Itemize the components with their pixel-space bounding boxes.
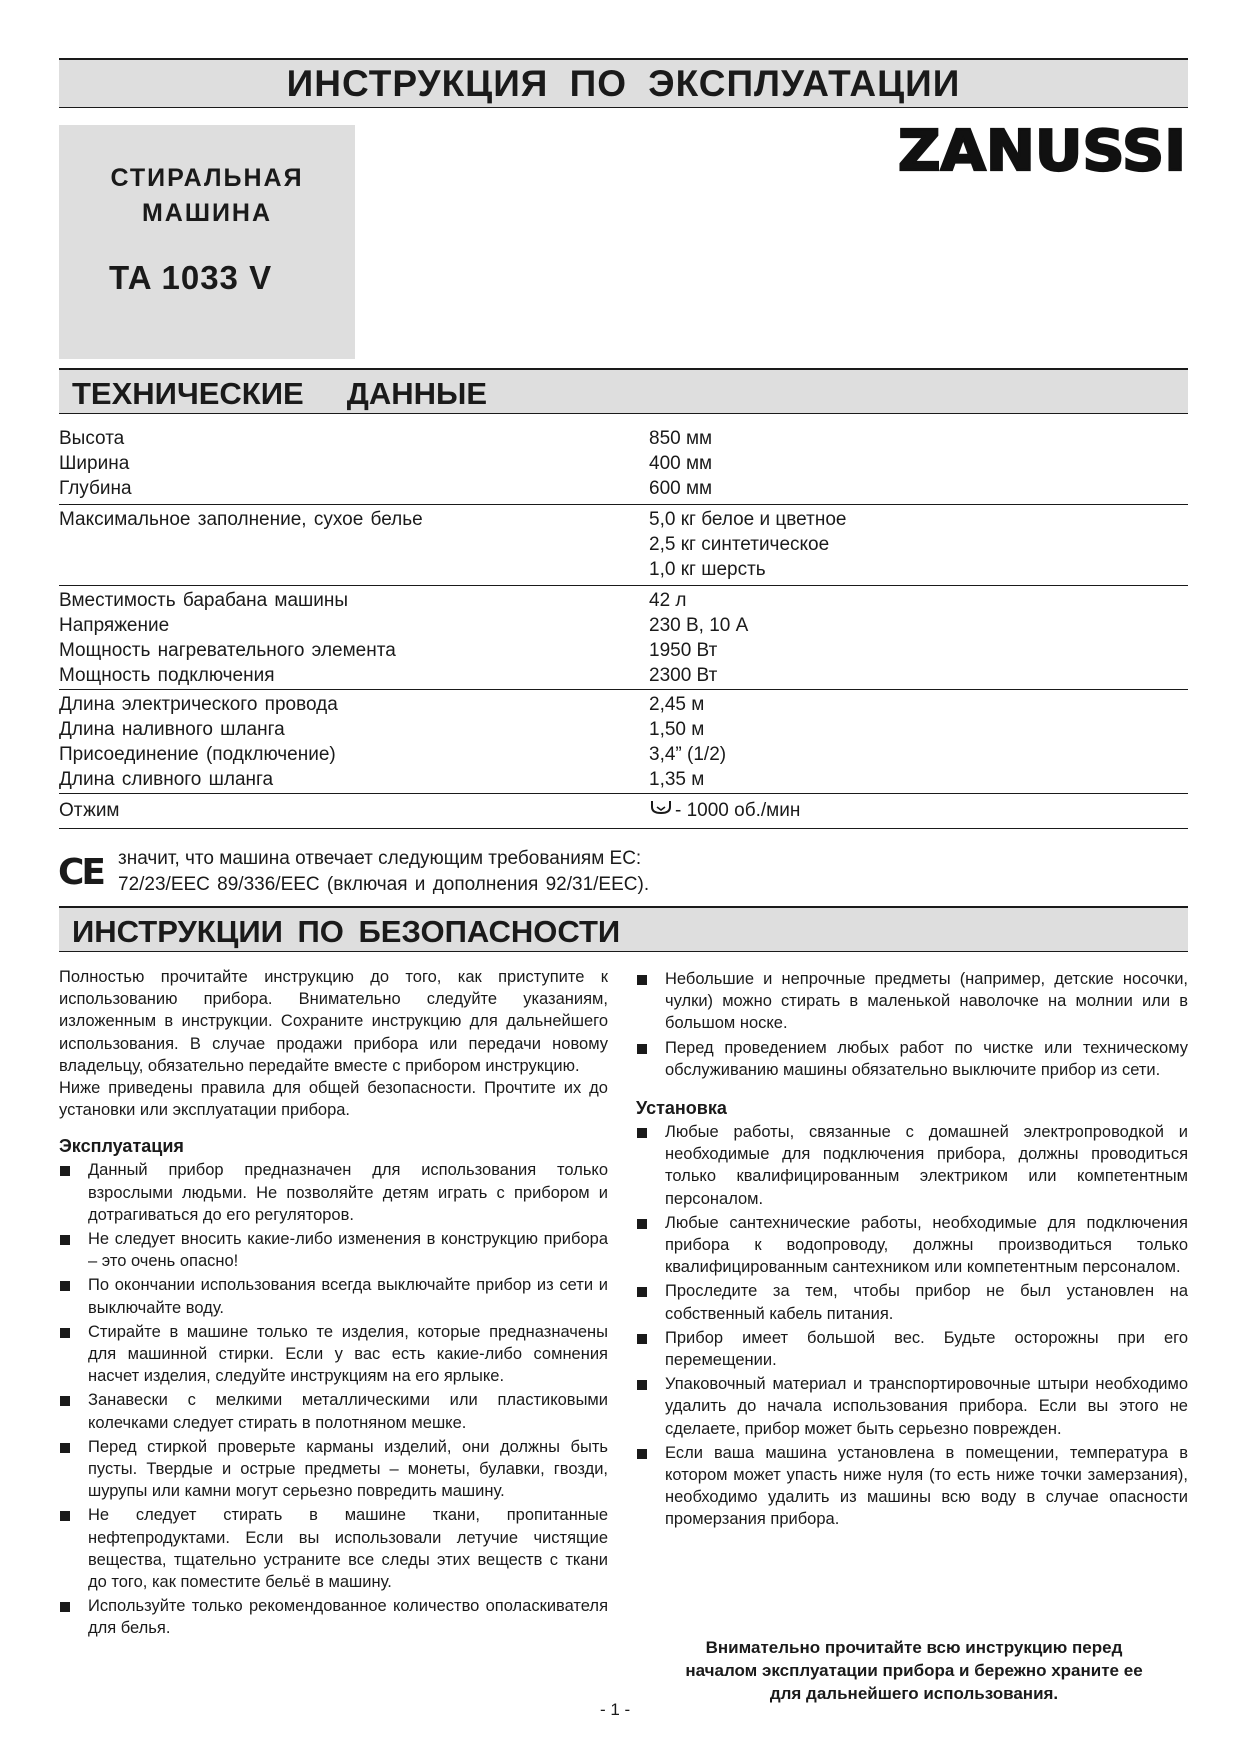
list-item: Перед стиркой проверьте карманы изделий, они должны быть пусты. Твердые и острые предметы – монеты, булавки, гвозди, шурупы или камни могут серьезно повредить машину. [59,1436,608,1503]
list-item: Прибор имеет большой вес. Будьте осторожны при его перемещении. [636,1327,1188,1371]
list-item: Перед проведением любых работ по чистке или техническому обслуживанию машины обязательно выключите прибор из сети. [636,1037,1188,1081]
list-item: Любые работы, связанные с домашней электропроводкой и необходимые для подключения прибора, должны проводиться только квалифицированным электриком или компетентным персоналом. [636,1121,1188,1210]
product-box [59,125,355,359]
page-number: - 1 - [600,1700,631,1719]
list-item: Если ваша машина установлена в помещении, температура в котором может упасть ниже нуля (то есть ниже точки замерзания), необходимо удалить из машины всю воду в случае опасности промерзания прибора. [636,1442,1188,1531]
list-item: Упаковочный материал и транспортировочные штыри необходимо удалить до начала использования прибора. Если вы этого не сделаете, прибор может быть серьезно поврежден. [636,1373,1188,1440]
list-item: По окончании использования всегда выключайте прибор из сети и выключайте воду. [59,1274,608,1318]
spec-row: Мощность подключения 2300 Вт [59,665,718,686]
list-item: Любые сантехнические работы, необходимые для подключения прибора к водопроводу, должны производиться только квалифицированным сантехником или компетентным персоналом. [636,1212,1188,1279]
list-item: Стирайте в машине только те изделия, которые предназначены для машинной стирки. Если у вас есть какие-либо сомнения насчет изделия, следуйте инструкциям на его ярлыке. [59,1321,608,1388]
spec-row: Высота 850 мм [59,428,713,449]
spec-group-electrical [59,588,1188,690]
ce-mark: CE [58,852,104,893]
list-item: Используйте только рекомендованное количество ополаскивателя для белья. [59,1595,608,1639]
spec-row: Мощность нагревательного элемента 1950 Вт [59,640,718,661]
safety-section-title: ИНСТРУКЦИИ ПО БЕЗОПАСНОСТИ [59,906,1188,952]
product-type: СТИРАЛЬНАЯ МАШИНА [110,164,304,227]
spec-row: Длина электрического провода 2,45 м [59,694,705,715]
list-item: Не следует стирать в машине ткани, пропитанные нефтепродуктами. Если вы использовали летучие чистящие вещества, тщательно устраните все следы этих веществ с ткани до того, как поместите бельё в машину. [59,1504,608,1593]
spec-row: Длина сливного шланга 1,35 м [59,769,705,790]
installation-list [636,1121,1188,1531]
spec-row: Вместимость барабана машины 42 л [59,590,687,611]
operation-list [59,1159,608,1639]
operation-heading: Эксплуатация [59,1136,184,1157]
spec-group-connections [59,692,1188,794]
list-item: Занавески с мелкими металлическими или пластиковыми колечками следует стирать в полотняном мешке. [59,1389,608,1433]
zanussi-logo [896,122,1188,178]
spin-icon [649,798,673,823]
spec-row: 1,0 кг шерсть [649,559,766,580]
spec-row: Максимальное заполнение, сухое белье 5,0 кг белое и цветное [59,509,847,530]
ce-text: значит, что машина отвечает следующим требованиям ЕС: 72/23/EEC 89/336/EEC (включая и дополнения 92/31/EEC). [118,848,650,895]
installation-heading: Установка [636,1098,727,1119]
list-item: Небольшие и непрочные предметы (например, детские носочки, чулки) можно стирать в маленькой наволочке на молнии или в большом носке. [636,968,1188,1035]
tech-section-title: ТЕХНИЧЕСКИЕ ДАННЫЕ [59,368,1188,414]
spec-group-spin [59,798,1188,829]
svg-text:ZANUSSI: ZANUSSI [898,122,1186,178]
spec-group-load [59,507,1188,586]
document-title: ИНСТРУКЦИЯ ПО ЭКСПЛУАТАЦИИ [59,58,1188,108]
spec-row: Длина наливного шланга 1,50 м [59,719,705,740]
spec-row: Присоединение (подключение) 3,4” (1/2) [59,744,727,765]
operation-list-continued [636,968,1188,1081]
intro-paragraph-2: Ниже приведены правила для общей безопасности. Прочтите их до установки или эксплуатации прибора. [59,1079,608,1120]
list-item: Не следует вносить какие-либо изменения в конструкцию прибора – это очень опасно! [59,1228,608,1272]
closing-note: Внимательно прочитайте всю инструкцию перед началом эксплуатации прибора и бережно храните ее для дальнейшего использования. [685,1638,1143,1703]
spec-row: Ширина 400 мм [59,453,713,474]
spec-row: Отжим - 1000 об./мин [59,798,1188,823]
safety-left-column [59,966,608,1640]
safety-right-column [636,966,1188,1531]
spec-row: Глубина 600 мм [59,478,713,499]
intro-paragraph: Полностью прочитайте инструкцию до того, как приступите к использованию прибора. Внимательно следуйте указаниям, изложенным в инструкции. Сохраните инструкцию для дальнейшего использования. В случае продажи прибора или передачи новому владельцу, обязательно передайте вместе с прибором инструкцию. [59,968,608,1075]
list-item: Данный прибор предназначен для использования только взрослыми людьми. Не позволяйте детям играть с прибором и дотрагиваться до его регуляторов. [59,1159,608,1226]
product-model: TA 1033 V [109,259,273,296]
spec-row: Напряжение 230 В, 10 А [59,615,749,636]
spec-group-dimensions [59,426,1188,505]
list-item: Проследите за тем, чтобы прибор не был установлен на собственный кабель питания. [636,1280,1188,1324]
spec-row: 2,5 кг синтетическое [649,534,830,555]
